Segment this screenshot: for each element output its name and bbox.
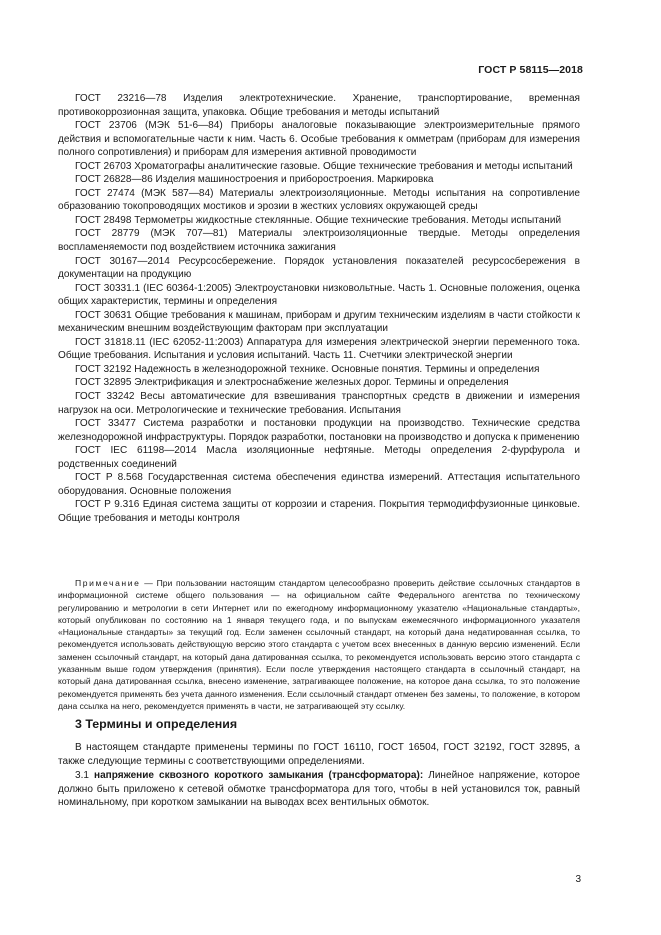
reference-item: ГОСТ IEC 61198—2014 Масла изоляционные нефтяные. Методы определения 2-фурфурола и родственных соединений — [58, 445, 580, 470]
reference-item: ГОСТ 28779 (МЭК 707—81) Материалы электроизоляционные твердые. Методы определения воспламеняемости под воздействием источника зажигания — [58, 228, 580, 254]
reference-item: ГОСТ 30331.1 (IEC 60364-1:2005) Электроустановки низковольтные. Часть 1. Основные положения, оценка общих характеристик, термины и определения — [58, 282, 580, 308]
note-text: — При пользовании настоящим стандартом целесообразно проверить действие ссылочных стандартов в информационной системе общего пользования — на официальном сайте Федерального агентства по техническому регулированию и метрологии в сети Интернет или по ежегодному информационному указателю «Национальные стандарты», который опубликован по состоянию на 1 января текущего года, и по выпускам ежемесячного информационного указателя «Национальные стандарты» за текущий год. Если заменен ссылочный стандарт, на который дана недатированная ссылка, то рекомендуется использовать действующую версию этого стандарта с учетом всех внесенных в данную версию изменений. Если заменен ссылочный стандарт, на который дана датированная ссылка, то рекомендуется использовать версию этого стандарта с указанным выше годом утверждения (принятия). Если после утверждения настоящего стандарта в ссылочный стандарт, на который дана датированная ссылка, внесено изменение, затрагивающее положение, на которое дана ссылка, то это положение рекомендуется применять без учета данного изменения. Если ссылочный стандарт отменен без замены, то положение, в котором дана ссылка на него, рекомендуется применять в части, не затрагивающей эту ссылку. — [58, 578, 580, 711]
reference-item: ГОСТ 23706 (МЭК 51-6—84) Приборы аналоговые показывающие электроизмерительные прямого действия и вспомогательные части к ним. Часть 6. Особые требования к омметрам (приборам для измерения полного сопротивления) и приборам для измерения активной проводимости — [58, 120, 580, 159]
reference-item: ГОСТ 33477 Система разработки и постановки продукции на производство. Технические средства железнодорожной инфраструктуры. Порядок разработки, постановки на производство и допуска к применению — [58, 418, 580, 443]
reference-item: ГОСТ 33242 Весы автоматические для взвешивания транспортных средств в движении и измерения нагрузок на оси. Метрологические и технические требования. Испытания — [58, 391, 580, 416]
section-intro: В настоящем стандарте применены термины по ГОСТ 16110, ГОСТ 16504, ГОСТ 32192, ГОСТ 32895, а также следующие термины с соответствующими определениями. — [58, 742, 580, 767]
note-label: Примечание — [75, 578, 141, 588]
reference-item: ГОСТ 28498 Термометры жидкостные стеклянные. Общие технические требования. Методы испытаний — [75, 214, 562, 226]
reference-item: ГОСТ Р 8.568 Государственная система обеспечения единства измерений. Аттестация испытательного оборудования. Основные положения — [58, 472, 580, 497]
reference-item: ГОСТ 26703 Хроматографы аналитические газовые. Общие технические требования и методы испытаний — [75, 160, 573, 172]
term-name: напряжение сквозного короткого замыкания (трансформатора): — [94, 770, 424, 781]
reference-item: ГОСТ 30167—2014 Ресурсосбережение. Порядок установления показателей ресурсосбережения в документации на продукцию — [58, 255, 580, 281]
reference-item: ГОСТ 32192 Надежность в железнодорожной технике. Основные понятия. Термины и определения — [75, 363, 540, 375]
reference-item: ГОСТ 26828—86 Изделия машиностроения и приборостроения. Маркировка — [75, 174, 434, 186]
reference-item: ГОСТ 23216—78 Изделия электротехнические. Хранение, транспортирование, временная противокоррозионная защита, упаковка. Общие требования и методы испытаний — [58, 93, 580, 118]
term-definition: Линейное напряжение, которое должно быть приложено к сетевой обмотке трансформатора для того, чтобы в ней установился ток, равный номинальному, при коротком замыкании на выводах всех вентильных обмоток. — [58, 770, 580, 809]
normative-references-list — [58, 92, 580, 526]
reference-item: ГОСТ 27474 (МЭК 587—84) Материалы электроизоляционные. Методы испытания на сопротивление образованию токопроводящих мостиков и эрозии в жестких условиях окружающей среды — [58, 187, 580, 213]
section-heading: 3 Термины и определения — [75, 717, 238, 731]
reference-item: ГОСТ 32895 Электрификация и электроснабжение железных дорог. Термины и определения — [75, 377, 509, 389]
reference-item: ГОСТ 30631 Общие требования к машинам, приборам и другим техническим изделиям в части стойкости к механическим внешним воздействующим факторам при эксплуатации — [58, 309, 580, 335]
reference-item: ГОСТ Р 9.316 Единая система защиты от коррозии и старения. Покрытия термодиффузионные цинковые. Общие требования и методы контроля — [58, 499, 580, 524]
term-number: 3.1 — [75, 770, 94, 781]
document-header: ГОСТ Р 58115—2018 — [478, 64, 583, 76]
term-definition-paragraph — [58, 769, 580, 810]
reference-item: ГОСТ 31818.11 (IEC 62052-11:2003) Аппаратура для измерения электрической энергии переменного тока. Общие требования. Испытания и условия испытаний. Часть 11. Счетчики электрической энергии — [58, 336, 580, 362]
note-paragraph — [58, 577, 580, 712]
page-number: 3 — [575, 874, 581, 885]
